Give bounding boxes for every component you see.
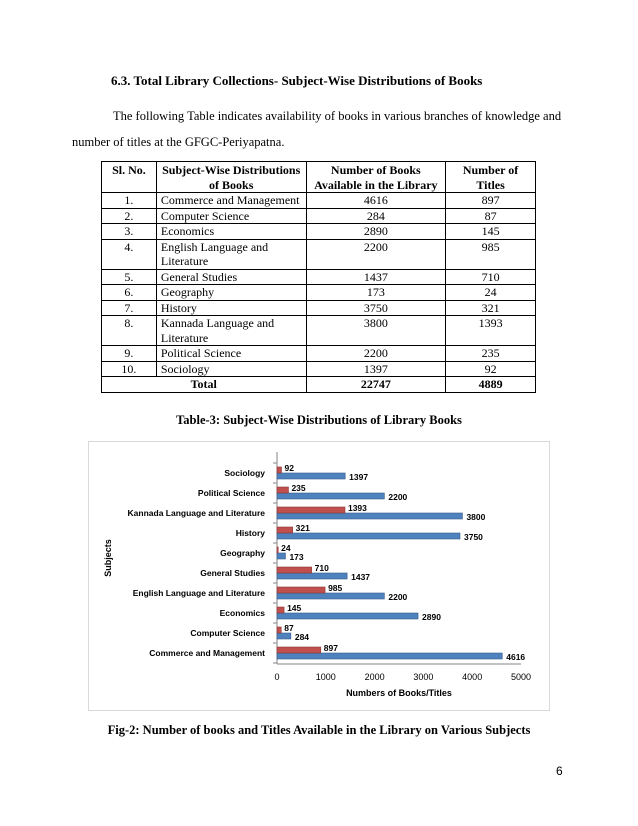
cell-subject: Geography (156, 285, 306, 301)
cell-subject: Commerce and Management (156, 193, 306, 209)
cell-books: 1397 (306, 361, 446, 377)
books-titles-bar-chart (89, 442, 549, 710)
cell-books: 284 (306, 208, 446, 224)
cell-titles: 321 (446, 300, 536, 316)
bar-titles (277, 467, 281, 473)
cell-sl-no: 9. (102, 346, 157, 362)
category-label: Computer Science (190, 628, 265, 638)
table-row (102, 208, 536, 224)
cell-books: 2200 (306, 239, 446, 269)
data-label-titles: 897 (323, 643, 338, 653)
cell-subject: Sociology (156, 361, 306, 377)
section-heading: 6.3. Total Library Collections- Subject-Wise Distributions of Books (111, 73, 483, 88)
y-axis-title: Subjects (103, 539, 113, 577)
cell-titles: 985 (446, 239, 536, 269)
cell-subject: Computer Science (156, 208, 306, 224)
cell-subject: Political Science (156, 346, 306, 362)
cell-subject: General Studies (156, 269, 306, 285)
data-label-titles: 145 (287, 603, 302, 613)
cell-titles: 235 (446, 346, 536, 362)
table-row (102, 346, 536, 362)
data-label-titles: 710 (314, 563, 329, 573)
cell-books: 2200 (306, 346, 446, 362)
category-label: Commerce and Management (149, 648, 265, 658)
category-label: History (235, 528, 265, 538)
cell-titles: 24 (446, 285, 536, 301)
header-books: Number of Books Available in the Library (306, 162, 446, 193)
bar-titles (277, 607, 284, 613)
category-label: English Language and Literature (132, 588, 265, 598)
category-label: Kannada Language and Literature (127, 508, 265, 518)
data-label-titles: 235 (291, 483, 306, 493)
bar-books (277, 633, 291, 639)
data-label-titles: 321 (295, 523, 310, 533)
data-label-books: 2200 (388, 492, 408, 502)
data-label-books: 3800 (466, 512, 486, 522)
x-tick-label: 0 (274, 672, 280, 682)
data-label-books: 2890 (422, 612, 441, 622)
book-distribution-table (101, 161, 536, 393)
total-label: Total (102, 377, 307, 393)
cell-titles: 92 (446, 361, 536, 377)
bar-books (277, 593, 384, 599)
table-total-row (102, 377, 536, 393)
data-label-titles: 92 (284, 463, 294, 473)
data-label-books: 284 (294, 632, 310, 642)
header-sl-no: Sl. No. (102, 162, 157, 193)
bar-titles (277, 587, 325, 593)
total-titles: 4889 (446, 377, 536, 393)
data-label-titles: 985 (328, 583, 343, 593)
table-caption: Table-3: Subject-Wise Distributions of Library Books (176, 413, 462, 427)
category-label: General Studies (200, 568, 265, 578)
bar-books (277, 493, 384, 499)
data-label-books: 1397 (349, 472, 369, 482)
cell-books: 3800 (306, 316, 446, 346)
cell-books: 1437 (306, 269, 446, 285)
data-label-titles: 87 (284, 623, 294, 633)
cell-sl-no: 7. (102, 300, 157, 316)
data-label-books: 3750 (464, 532, 483, 542)
data-label-titles: 1393 (347, 503, 367, 513)
cell-titles: 145 (446, 224, 536, 240)
cell-sl-no: 1. (102, 193, 157, 209)
bar-titles (277, 627, 281, 633)
cell-books: 2890 (306, 224, 446, 240)
header-titles: Number of Titles (446, 162, 536, 193)
cell-subject: History (156, 300, 306, 316)
data-label-books: 4616 (506, 652, 526, 662)
x-tick-label: 1000 (315, 672, 336, 682)
cell-titles: 1393 (446, 316, 536, 346)
bar-books (277, 533, 460, 539)
table-row (102, 224, 536, 240)
cell-sl-no: 2. (102, 208, 157, 224)
cell-sl-no: 10. (102, 361, 157, 377)
table-row (102, 316, 536, 346)
table-header-row (102, 162, 536, 193)
data-label-books: 2200 (388, 592, 408, 602)
bar-books (277, 573, 347, 579)
intro-paragraph: The following Table indicates availability of books in various branches of knowledge and number of titles at the GFGC-Periyapatna. (72, 109, 562, 149)
bar-books (277, 473, 345, 479)
bar-titles (277, 567, 312, 573)
bar-books (277, 613, 418, 619)
x-axis-title: Numbers of Books/Titles (346, 688, 452, 698)
data-label-books: 1437 (351, 572, 371, 582)
cell-sl-no: 5. (102, 269, 157, 285)
cell-subject: Economics (156, 224, 306, 240)
bar-books (277, 653, 502, 659)
cell-books: 4616 (306, 193, 446, 209)
bar-books (277, 553, 285, 559)
chart-frame (88, 441, 550, 711)
cell-books: 3750 (306, 300, 446, 316)
header-subject: Subject-Wise Distributions of Books (156, 162, 306, 193)
bar-books (277, 513, 462, 519)
table-row (102, 285, 536, 301)
cell-titles: 710 (446, 269, 536, 285)
x-tick-label: 2000 (364, 672, 385, 682)
category-label: Economics (219, 608, 265, 618)
cell-titles: 897 (446, 193, 536, 209)
cell-sl-no: 6. (102, 285, 157, 301)
cell-subject: English Language and Literature (156, 239, 306, 269)
cell-sl-no: 4. (102, 239, 157, 269)
table-row (102, 239, 536, 269)
cell-subject: Kannada Language and Literature (156, 316, 306, 346)
total-books: 22747 (306, 377, 446, 393)
bar-titles (277, 647, 321, 653)
page-number: 6 (556, 764, 563, 778)
bar-titles (277, 487, 288, 493)
cell-books: 173 (306, 285, 446, 301)
table-row (102, 300, 536, 316)
cell-sl-no: 8. (102, 316, 157, 346)
bar-titles (277, 507, 345, 513)
figure-caption: Fig-2: Number of books and Titles Available in the Library on Various Subjects (107, 723, 531, 737)
category-label: Political Science (197, 488, 265, 498)
category-label: Sociology (224, 468, 265, 478)
category-label: Geography (220, 548, 265, 558)
table-row (102, 269, 536, 285)
x-tick-label: 5000 (510, 672, 532, 682)
x-tick-label: 3000 (413, 672, 434, 682)
cell-sl-no: 3. (102, 224, 157, 240)
table-row (102, 361, 536, 377)
bar-titles (277, 527, 293, 533)
cell-titles: 87 (446, 208, 536, 224)
data-label-books: 173 (289, 552, 304, 562)
x-tick-label: 4000 (462, 672, 483, 682)
table-row (102, 193, 536, 209)
data-label-titles: 24 (281, 543, 291, 553)
bar-titles (277, 547, 278, 553)
